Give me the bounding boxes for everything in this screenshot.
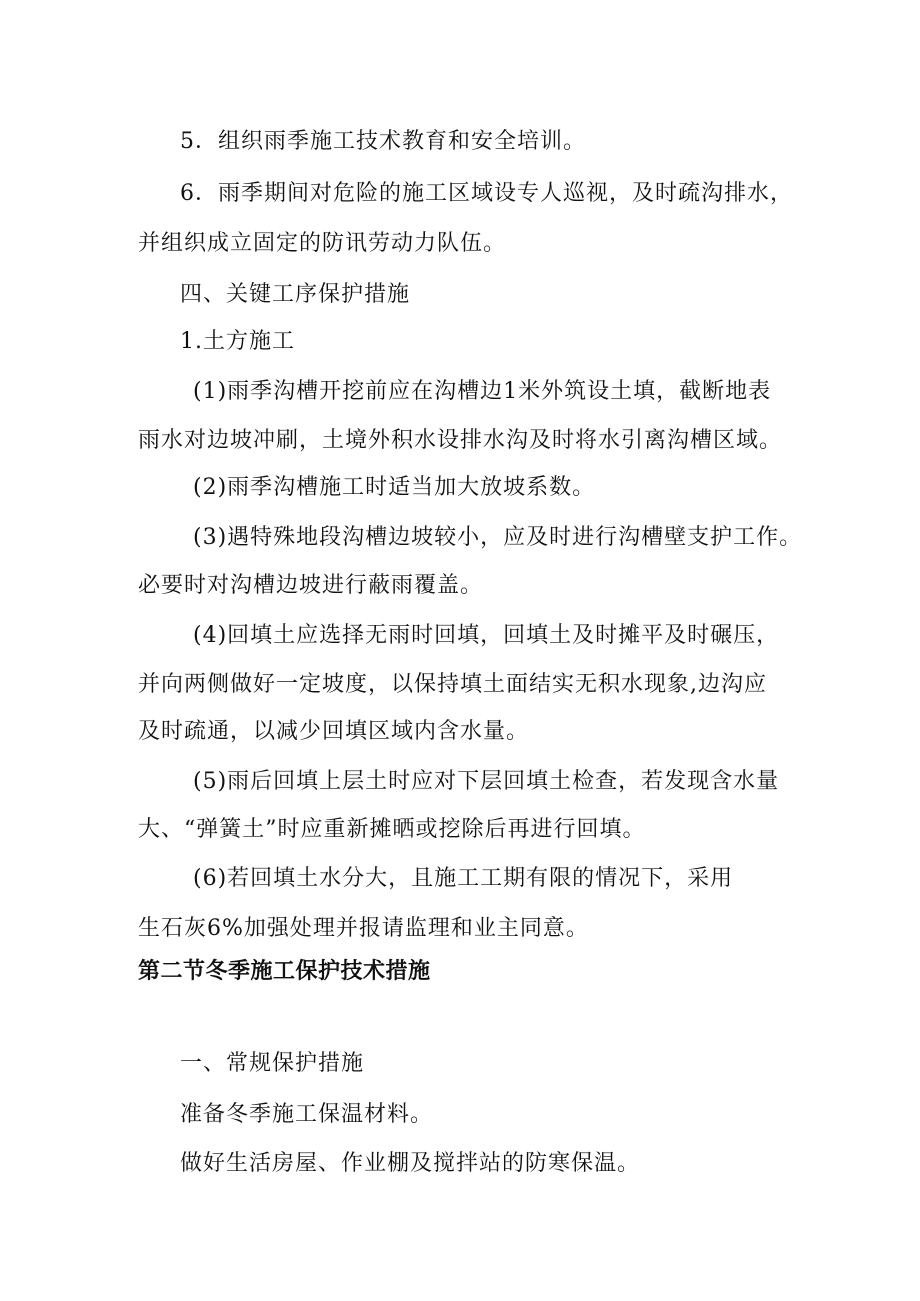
paragraph-line: (5)雨后回填上层土时应对下层回填土检查，若发现含水量 xyxy=(193,769,780,794)
paragraph-line: 并向两侧做好一定坡度，以保持填土面结实无积水现象,边沟应 xyxy=(138,672,767,697)
paragraph-line: (6)若回填土水分大，且施工工期有限的情况下，采用 xyxy=(193,866,734,891)
paragraph-line: 雨水对边坡冲刷，土境外积水设排水沟及时将水引离沟槽区域。 xyxy=(138,428,783,453)
section-heading: 一、常规保护措施 xyxy=(180,1051,365,1076)
paragraph-line: 生石灰6%加强处理并报请监理和业主同意。 xyxy=(138,916,589,941)
paragraph-line: (2)雨季沟槽施工时适当加大放坡系数。 xyxy=(193,475,596,500)
paragraph-line: 5．组织雨季施工技术教育和安全培训。 xyxy=(180,129,586,154)
subsection-heading: 1.土方施工 xyxy=(180,329,295,354)
paragraph-line: 并组织成立固定的防讯劳动力队伍。 xyxy=(138,231,507,256)
paragraph-line: 准备冬季施工保温材料。 xyxy=(180,1102,434,1127)
paragraph-line: 做好生活房屋、作业棚及搅拌站的防寒保温。 xyxy=(180,1151,641,1176)
section-heading: 四、关键工序保护措施 xyxy=(180,282,411,307)
paragraph-line: (1)雨季沟槽开挖前应在沟槽边1米外筑设土填，截断地表 xyxy=(193,379,772,404)
paragraph-line: 必要时对沟槽边坡进行蔽雨覆盖。 xyxy=(138,573,484,598)
paragraph-line: 及时疏通，以减少回填区域内含水量。 xyxy=(138,719,530,744)
paragraph-line: (3)遇特殊地段沟槽边坡较小，应及时进行沟槽壁支护工作。 xyxy=(193,525,803,550)
paragraph-line: 6．雨季期间对危险的施工区域设专人巡视，及时疏沟排水， xyxy=(180,181,793,206)
section-title: 第二节冬季施工保护技术措施 xyxy=(138,959,431,984)
paragraph-line: 大、“弹簧土”时应重新摊晒或挖除后再进行回填。 xyxy=(138,817,646,842)
paragraph-line: (4)回填土应选择无雨时回填，回填土及时摊平及时碾压， xyxy=(193,623,780,648)
